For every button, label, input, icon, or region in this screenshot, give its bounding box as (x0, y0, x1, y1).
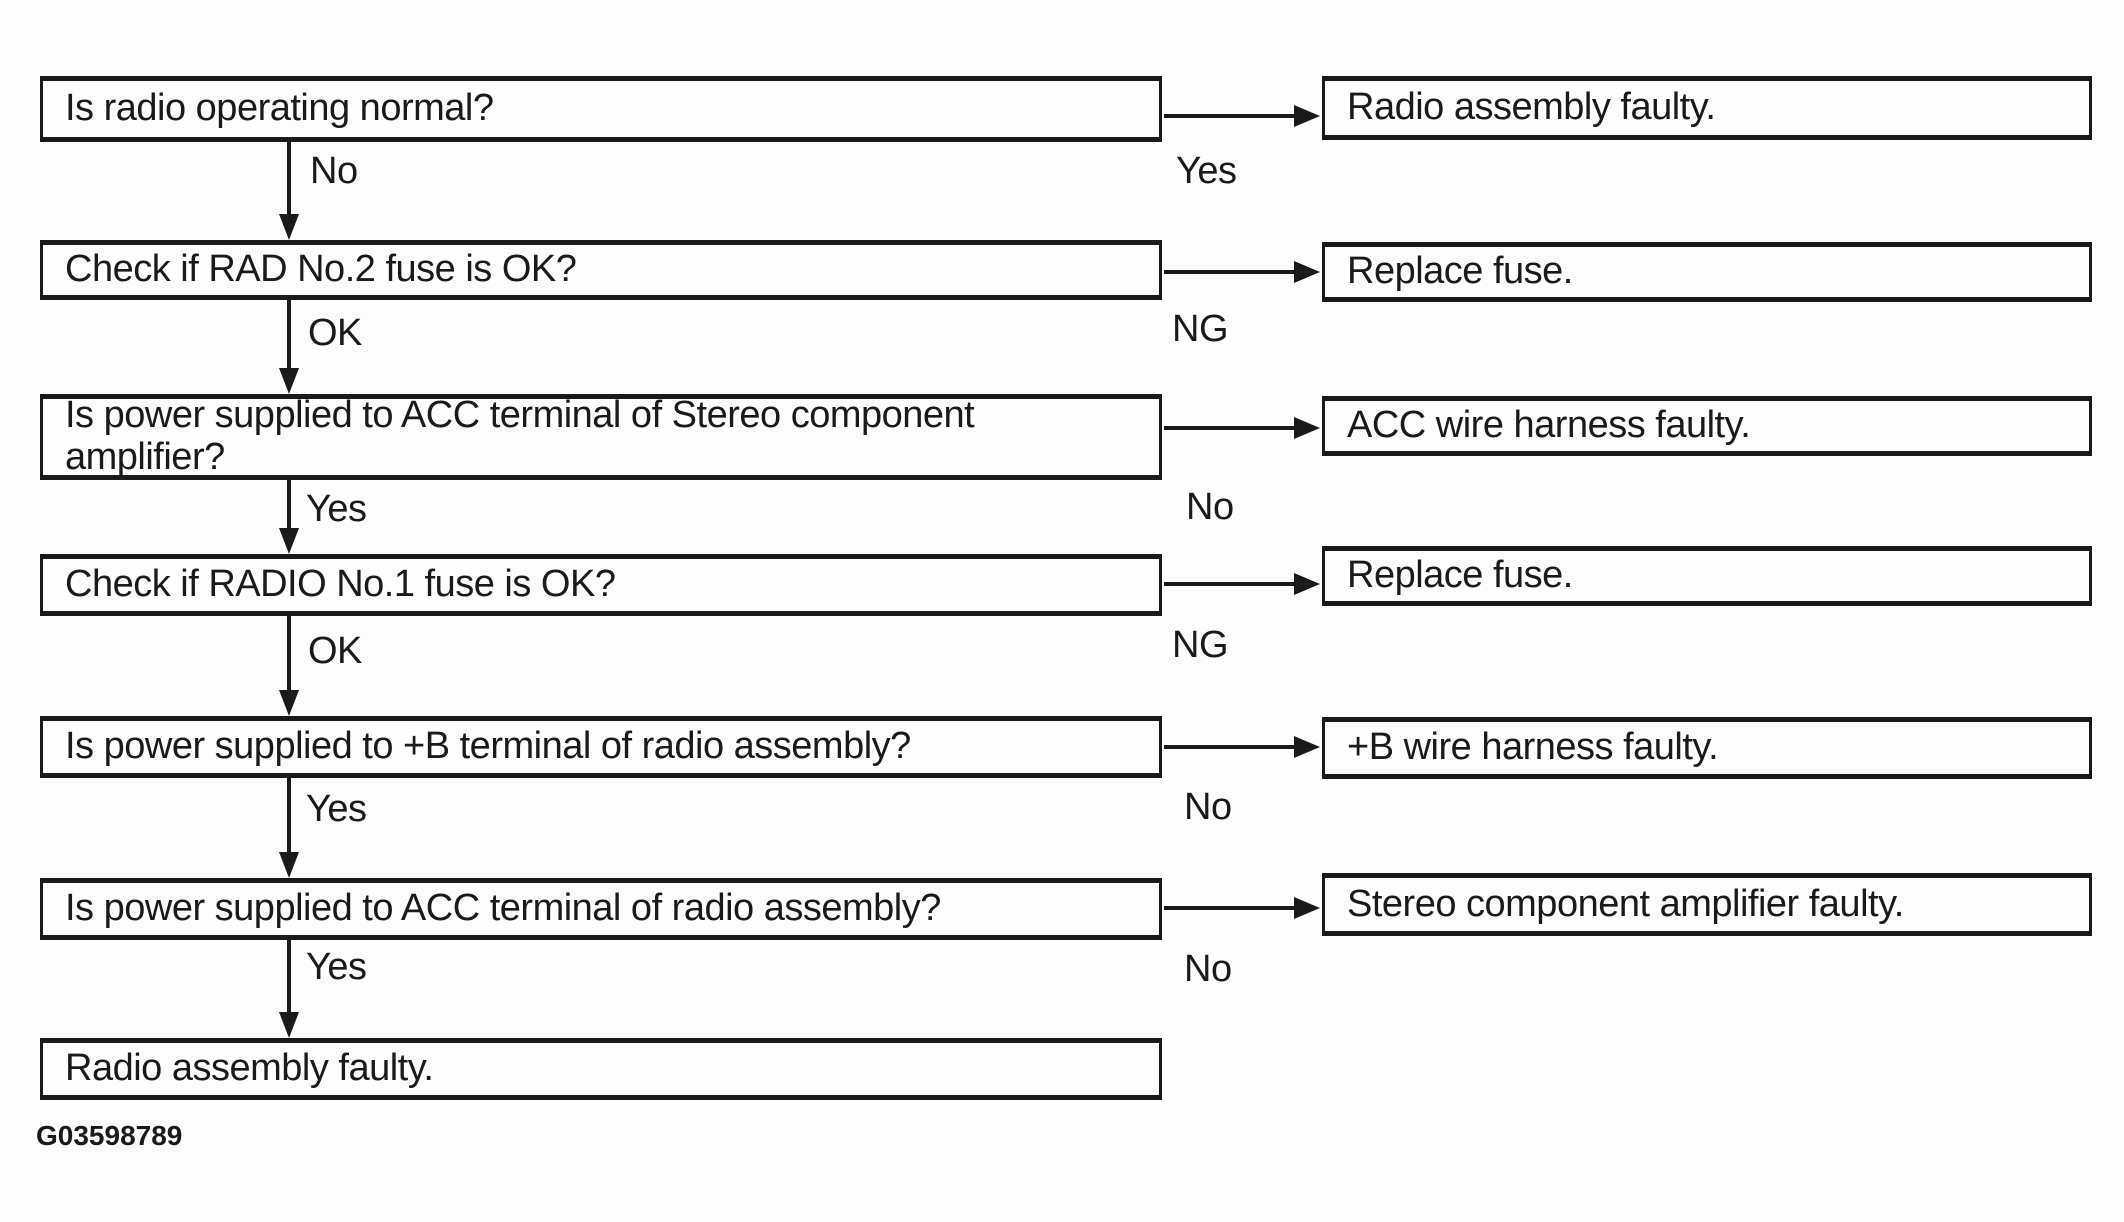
down-arrowhead-icon-3 (279, 528, 299, 554)
result-box-2 (1322, 242, 2092, 302)
down-connector-3 (287, 480, 291, 528)
right-branch-label-4: NG (1172, 624, 1228, 666)
result-text-5: +B wire harness faulty. (1347, 726, 1719, 769)
down-branch-label-6: Yes (306, 946, 367, 988)
right-arrowhead-icon-4 (1294, 573, 1320, 595)
right-arrowhead-icon-3 (1294, 417, 1320, 439)
down-arrowhead-icon-1 (279, 214, 299, 240)
right-branch-label-1: Yes (1176, 150, 1237, 192)
question-box-1 (40, 76, 1162, 142)
down-branch-label-3: Yes (306, 488, 367, 530)
final-result-box (40, 1038, 1162, 1100)
right-arrowhead-icon-2 (1294, 261, 1320, 283)
question-text-5: Is power supplied to +B terminal of radio assembly? (65, 725, 911, 768)
question-box-4 (40, 554, 1162, 616)
down-arrowhead-icon-4 (279, 690, 299, 716)
right-connector-3 (1164, 426, 1294, 430)
result-box-4 (1322, 546, 2092, 606)
down-arrowhead-icon-5 (279, 852, 299, 878)
down-arrowhead-icon-2 (279, 368, 299, 394)
result-box-6 (1322, 873, 2092, 936)
question-text-2: Check if RAD No.2 fuse is OK? (65, 248, 577, 291)
down-connector-2 (287, 300, 291, 368)
right-branch-label-3: No (1186, 486, 1234, 528)
result-box-1 (1322, 76, 2092, 140)
down-connector-6 (287, 940, 291, 1012)
right-connector-6 (1164, 906, 1294, 910)
question-text-6: Is power supplied to ACC terminal of radio assembly? (65, 887, 941, 930)
down-arrowhead-icon-6 (279, 1012, 299, 1038)
down-branch-label-4: OK (308, 630, 362, 672)
right-branch-label-2: NG (1172, 308, 1228, 350)
right-branch-label-6: No (1184, 948, 1232, 990)
result-text-4: Replace fuse. (1347, 554, 1573, 597)
final-result-text: Radio assembly faulty. (65, 1047, 434, 1090)
result-text-2: Replace fuse. (1347, 250, 1573, 293)
result-text-6: Stereo component amplifier faulty. (1347, 882, 1904, 925)
right-arrowhead-icon-1 (1294, 105, 1320, 127)
result-text-1: Radio assembly faulty. (1347, 86, 1716, 129)
down-connector-5 (287, 778, 291, 852)
result-box-5 (1322, 717, 2092, 779)
question-text-4: Check if RADIO No.1 fuse is OK? (65, 563, 616, 606)
right-connector-4 (1164, 582, 1294, 586)
question-text-3: Is power supplied to ACC terminal of Stereo component amplifier? (65, 394, 975, 478)
result-text-3: ACC wire harness faulty. (1347, 404, 1751, 447)
right-branch-label-5: No (1184, 786, 1232, 828)
figure-code: G03598789 (36, 1120, 183, 1151)
question-box-2 (40, 240, 1162, 300)
question-text-1: Is radio operating normal? (65, 87, 494, 130)
question-box-6 (40, 878, 1162, 940)
down-branch-label-2: OK (308, 312, 362, 354)
right-connector-1 (1164, 114, 1294, 118)
question-box-3 (40, 394, 1162, 480)
right-connector-2 (1164, 270, 1294, 274)
down-connector-4 (287, 616, 291, 690)
down-connector-1 (287, 142, 291, 214)
result-box-3 (1322, 396, 2092, 456)
right-arrowhead-icon-5 (1294, 736, 1320, 758)
down-branch-label-1: No (310, 150, 358, 192)
right-connector-5 (1164, 745, 1294, 749)
question-box-5 (40, 716, 1162, 778)
down-branch-label-5: Yes (306, 788, 367, 830)
right-arrowhead-icon-6 (1294, 897, 1320, 919)
